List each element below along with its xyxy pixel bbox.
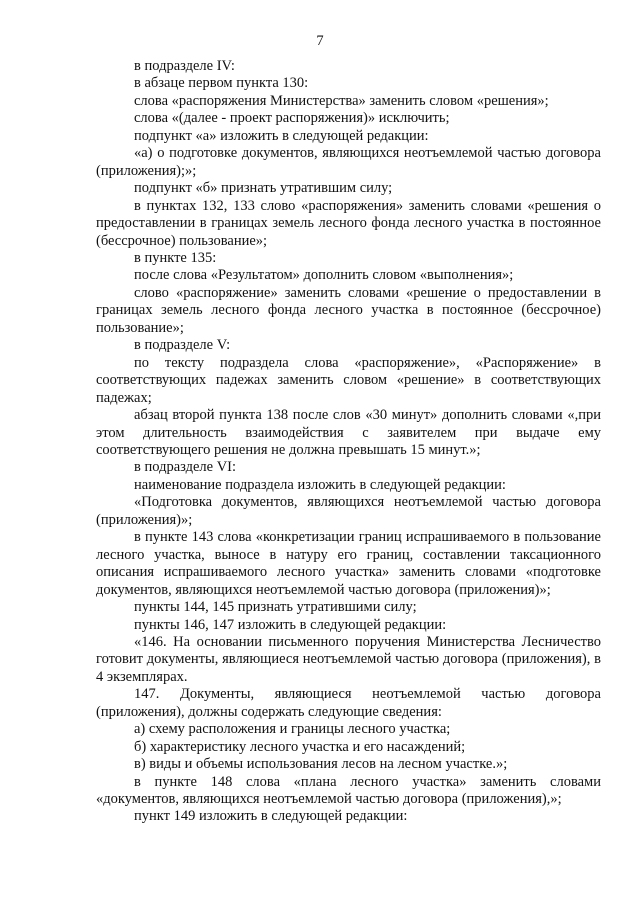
paragraph: в пункте 143 слова «конкретизации границ испрашиваемого в пользование лесного участка, выносе в натуру его границ, составлении таксационного описания испрашиваемого лесного участка» заменить словами «подготовке документов, являющихся неотъемлемой частью договора (приложения)»; <box>96 529 601 598</box>
paragraph: пункт 149 изложить в следующей редакции: <box>134 808 408 825</box>
paragraph: в пункте 148 слова «плана лесного участка» заменить словами «документов, являющихся неотъемлемой частью договора (приложения),»; <box>96 773 601 808</box>
paragraph: в пункте 135: <box>134 249 217 266</box>
paragraph: а) схему расположения и границы лесного участка; <box>134 721 451 738</box>
paragraph: абзац второй пункта 138 после слов «30 минут» дополнить словами «,при этом длительность взаимодействия с заявителем при выдаче ему соответствующего решения не должна превышать 15 минут.»; <box>96 407 601 458</box>
paragraph: слово «распоряжение» заменить словами «решение о предоставлении в границах земель лесного фонда лесного участка в постоянное (бессрочное) пользование»; <box>96 284 601 336</box>
paragraph: в) виды и объемы использования лесов на лесном участке.»; <box>134 756 508 773</box>
paragraph: слова «(далее - проект распоряжения)» исключить; <box>134 110 450 127</box>
document-body <box>96 58 601 826</box>
paragraph: наименование подраздела изложить в следующей редакции: <box>134 476 506 493</box>
paragraph: «146. На основании письменного поручения Министерства Лесничество готовит документы, являющиеся неотъемлемой частью договора (приложения), в 4 экземплярах. <box>96 633 601 685</box>
paragraph: подпункт «б» признать утратившим силу; <box>134 180 393 197</box>
paragraph: «Подготовка документов, являющихся неотъемлемой частью договора (приложения)»; <box>96 494 601 528</box>
paragraph: по тексту подраздела слова «распоряжение», «Распоряжение» в соответствующих падежах заменить словом «решение» в соответствующих падежах; <box>96 354 601 406</box>
paragraph: в подразделе V: <box>134 337 231 354</box>
paragraph: в абзаце первом пункта 130: <box>134 75 309 92</box>
paragraph: 147. Документы, являющиеся неотъемлемой частью договора (приложения), должны содержать следующие сведения: <box>96 686 601 720</box>
paragraph: в подразделе VI: <box>134 459 237 476</box>
paragraph: слова «распоряжения Министерства» заменить словом «решения»; <box>134 92 549 109</box>
paragraph: в пунктах 132, 133 слово «распоряжения» заменить словами «решения о предоставлении в границах земель лесного фонда лесного участка в постоянное (бессрочное) пользование»; <box>96 197 601 249</box>
paragraph: пункты 146, 147 изложить в следующей редакции: <box>134 616 447 633</box>
paragraph: б) характеристику лесного участка и его насаждений; <box>134 738 466 755</box>
paragraph: подпункт «а» изложить в следующей редакции: <box>134 127 429 144</box>
paragraph: «а) о подготовке документов, являющихся неотъемлемой частью договора (приложения);»; <box>96 145 601 179</box>
paragraph: пункты 144, 145 признать утратившими силу; <box>134 599 417 616</box>
paragraph: в подразделе IV: <box>134 58 235 74</box>
paragraph: после слова «Результатом» дополнить словом «выполнения»; <box>134 267 514 284</box>
page-number: 7 <box>316 33 324 49</box>
